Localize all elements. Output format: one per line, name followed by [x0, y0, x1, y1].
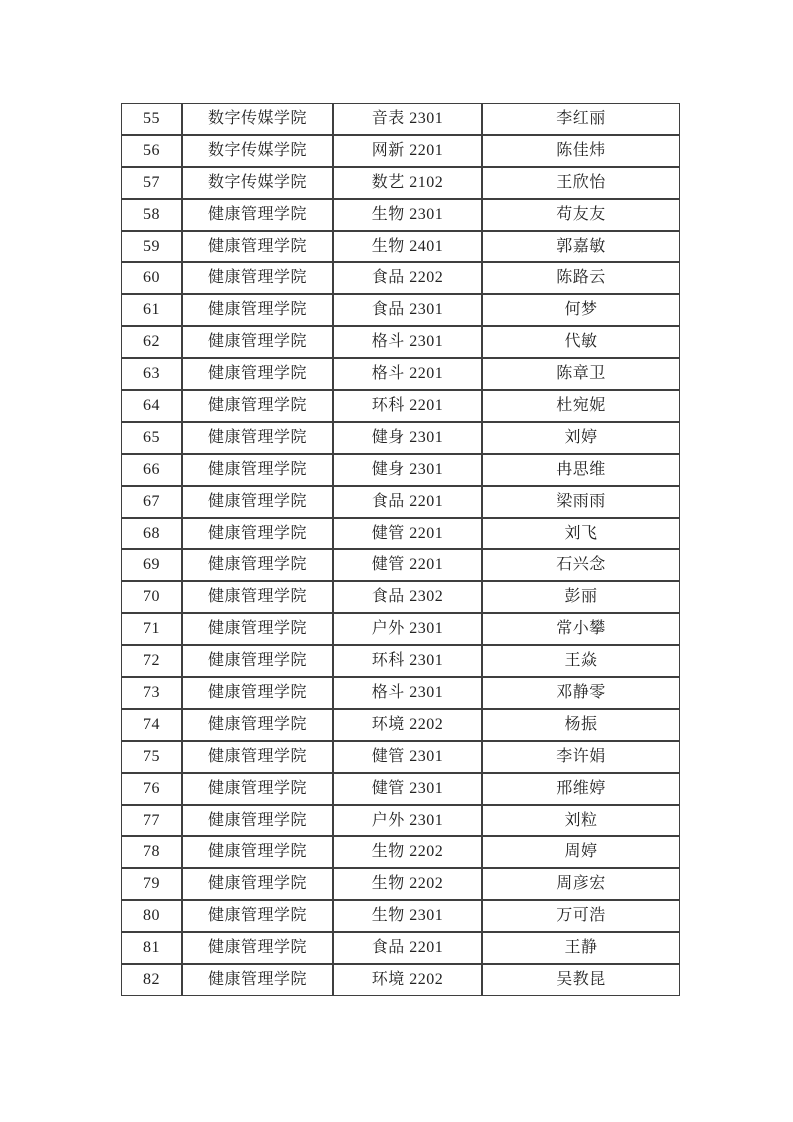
class-cell: 环科 2301	[333, 645, 482, 677]
table-row	[121, 932, 680, 964]
class-cell: 健管 2301	[333, 773, 482, 805]
row-number-cell: 76	[121, 773, 182, 805]
college-cell: 健康管理学院	[182, 836, 333, 868]
name-cell: 石兴念	[482, 549, 680, 581]
row-number-cell: 56	[121, 135, 182, 167]
table-row	[121, 581, 680, 613]
table-row	[121, 773, 680, 805]
name-cell: 万可浩	[482, 900, 680, 932]
row-number-cell: 61	[121, 294, 182, 326]
name-cell: 常小攀	[482, 613, 680, 645]
table-row	[121, 231, 680, 263]
table-row	[121, 454, 680, 486]
table-row	[121, 167, 680, 199]
row-number-cell: 67	[121, 486, 182, 518]
college-cell: 健康管理学院	[182, 613, 333, 645]
college-cell: 健康管理学院	[182, 581, 333, 613]
name-cell: 邢维婷	[482, 773, 680, 805]
name-cell: 彭丽	[482, 581, 680, 613]
name-cell: 陈章卫	[482, 358, 680, 390]
row-number-cell: 57	[121, 167, 182, 199]
college-cell: 健康管理学院	[182, 741, 333, 773]
class-cell: 食品 2302	[333, 581, 482, 613]
table-row	[121, 518, 680, 550]
college-cell: 健康管理学院	[182, 262, 333, 294]
table-row	[121, 549, 680, 581]
class-cell: 健管 2301	[333, 741, 482, 773]
row-number-cell: 55	[121, 103, 182, 135]
student-roster-table-body	[121, 103, 680, 996]
class-cell: 生物 2202	[333, 868, 482, 900]
college-cell: 健康管理学院	[182, 231, 333, 263]
college-cell: 健康管理学院	[182, 422, 333, 454]
college-cell: 健康管理学院	[182, 964, 333, 996]
table-row	[121, 709, 680, 741]
college-cell: 健康管理学院	[182, 518, 333, 550]
table-row	[121, 390, 680, 422]
name-cell: 杨振	[482, 709, 680, 741]
class-cell: 网新 2201	[333, 135, 482, 167]
table-row	[121, 135, 680, 167]
name-cell: 吴教昆	[482, 964, 680, 996]
class-cell: 食品 2201	[333, 486, 482, 518]
row-number-cell: 70	[121, 581, 182, 613]
class-cell: 格斗 2301	[333, 326, 482, 358]
college-cell: 健康管理学院	[182, 390, 333, 422]
table-row	[121, 677, 680, 709]
row-number-cell: 65	[121, 422, 182, 454]
row-number-cell: 64	[121, 390, 182, 422]
name-cell: 陈路云	[482, 262, 680, 294]
class-cell: 生物 2401	[333, 231, 482, 263]
row-number-cell: 69	[121, 549, 182, 581]
college-cell: 数字传媒学院	[182, 103, 333, 135]
name-cell: 周婷	[482, 836, 680, 868]
college-cell: 健康管理学院	[182, 868, 333, 900]
name-cell: 郭嘉敏	[482, 231, 680, 263]
class-cell: 食品 2202	[333, 262, 482, 294]
class-cell: 健管 2201	[333, 518, 482, 550]
college-cell: 健康管理学院	[182, 805, 333, 837]
row-number-cell: 66	[121, 454, 182, 486]
row-number-cell: 79	[121, 868, 182, 900]
table-row	[121, 741, 680, 773]
class-cell: 环境 2202	[333, 709, 482, 741]
college-cell: 健康管理学院	[182, 932, 333, 964]
student-roster-table	[121, 103, 680, 996]
row-number-cell: 71	[121, 613, 182, 645]
class-cell: 环科 2201	[333, 390, 482, 422]
name-cell: 冉思维	[482, 454, 680, 486]
row-number-cell: 73	[121, 677, 182, 709]
college-cell: 健康管理学院	[182, 677, 333, 709]
row-number-cell: 82	[121, 964, 182, 996]
name-cell: 苟友友	[482, 199, 680, 231]
college-cell: 数字传媒学院	[182, 135, 333, 167]
college-cell: 健康管理学院	[182, 549, 333, 581]
name-cell: 李红丽	[482, 103, 680, 135]
table-row	[121, 836, 680, 868]
class-cell: 健身 2301	[333, 454, 482, 486]
college-cell: 数字传媒学院	[182, 167, 333, 199]
college-cell: 健康管理学院	[182, 773, 333, 805]
row-number-cell: 81	[121, 932, 182, 964]
class-cell: 格斗 2301	[333, 677, 482, 709]
row-number-cell: 75	[121, 741, 182, 773]
table-row	[121, 645, 680, 677]
name-cell: 刘婷	[482, 422, 680, 454]
class-cell: 健身 2301	[333, 422, 482, 454]
table-row	[121, 613, 680, 645]
table-row	[121, 805, 680, 837]
row-number-cell: 72	[121, 645, 182, 677]
name-cell: 刘粒	[482, 805, 680, 837]
table-row	[121, 326, 680, 358]
row-number-cell: 74	[121, 709, 182, 741]
table-row	[121, 199, 680, 231]
name-cell: 周彦宏	[482, 868, 680, 900]
name-cell: 王焱	[482, 645, 680, 677]
class-cell: 食品 2201	[333, 932, 482, 964]
class-cell: 户外 2301	[333, 805, 482, 837]
table-row	[121, 486, 680, 518]
name-cell: 梁雨雨	[482, 486, 680, 518]
row-number-cell: 58	[121, 199, 182, 231]
class-cell: 生物 2301	[333, 199, 482, 231]
name-cell: 杜宛妮	[482, 390, 680, 422]
name-cell: 邓静零	[482, 677, 680, 709]
row-number-cell: 63	[121, 358, 182, 390]
class-cell: 生物 2301	[333, 900, 482, 932]
table-row	[121, 294, 680, 326]
class-cell: 生物 2202	[333, 836, 482, 868]
table-row	[121, 103, 680, 135]
college-cell: 健康管理学院	[182, 645, 333, 677]
class-cell: 数艺 2102	[333, 167, 482, 199]
row-number-cell: 78	[121, 836, 182, 868]
college-cell: 健康管理学院	[182, 709, 333, 741]
row-number-cell: 60	[121, 262, 182, 294]
name-cell: 刘飞	[482, 518, 680, 550]
college-cell: 健康管理学院	[182, 900, 333, 932]
name-cell: 王静	[482, 932, 680, 964]
table-row	[121, 964, 680, 996]
row-number-cell: 59	[121, 231, 182, 263]
college-cell: 健康管理学院	[182, 294, 333, 326]
name-cell: 代敏	[482, 326, 680, 358]
row-number-cell: 77	[121, 805, 182, 837]
table-row	[121, 900, 680, 932]
table-row	[121, 262, 680, 294]
row-number-cell: 80	[121, 900, 182, 932]
college-cell: 健康管理学院	[182, 199, 333, 231]
name-cell: 李许娟	[482, 741, 680, 773]
class-cell: 音表 2301	[333, 103, 482, 135]
college-cell: 健康管理学院	[182, 358, 333, 390]
class-cell: 环境 2202	[333, 964, 482, 996]
college-cell: 健康管理学院	[182, 454, 333, 486]
class-cell: 健管 2201	[333, 549, 482, 581]
table-row	[121, 358, 680, 390]
table-row	[121, 422, 680, 454]
class-cell: 户外 2301	[333, 613, 482, 645]
row-number-cell: 68	[121, 518, 182, 550]
name-cell: 何梦	[482, 294, 680, 326]
name-cell: 陈佳炜	[482, 135, 680, 167]
class-cell: 格斗 2201	[333, 358, 482, 390]
table-row	[121, 868, 680, 900]
name-cell: 王欣怡	[482, 167, 680, 199]
class-cell: 食品 2301	[333, 294, 482, 326]
college-cell: 健康管理学院	[182, 486, 333, 518]
row-number-cell: 62	[121, 326, 182, 358]
college-cell: 健康管理学院	[182, 326, 333, 358]
